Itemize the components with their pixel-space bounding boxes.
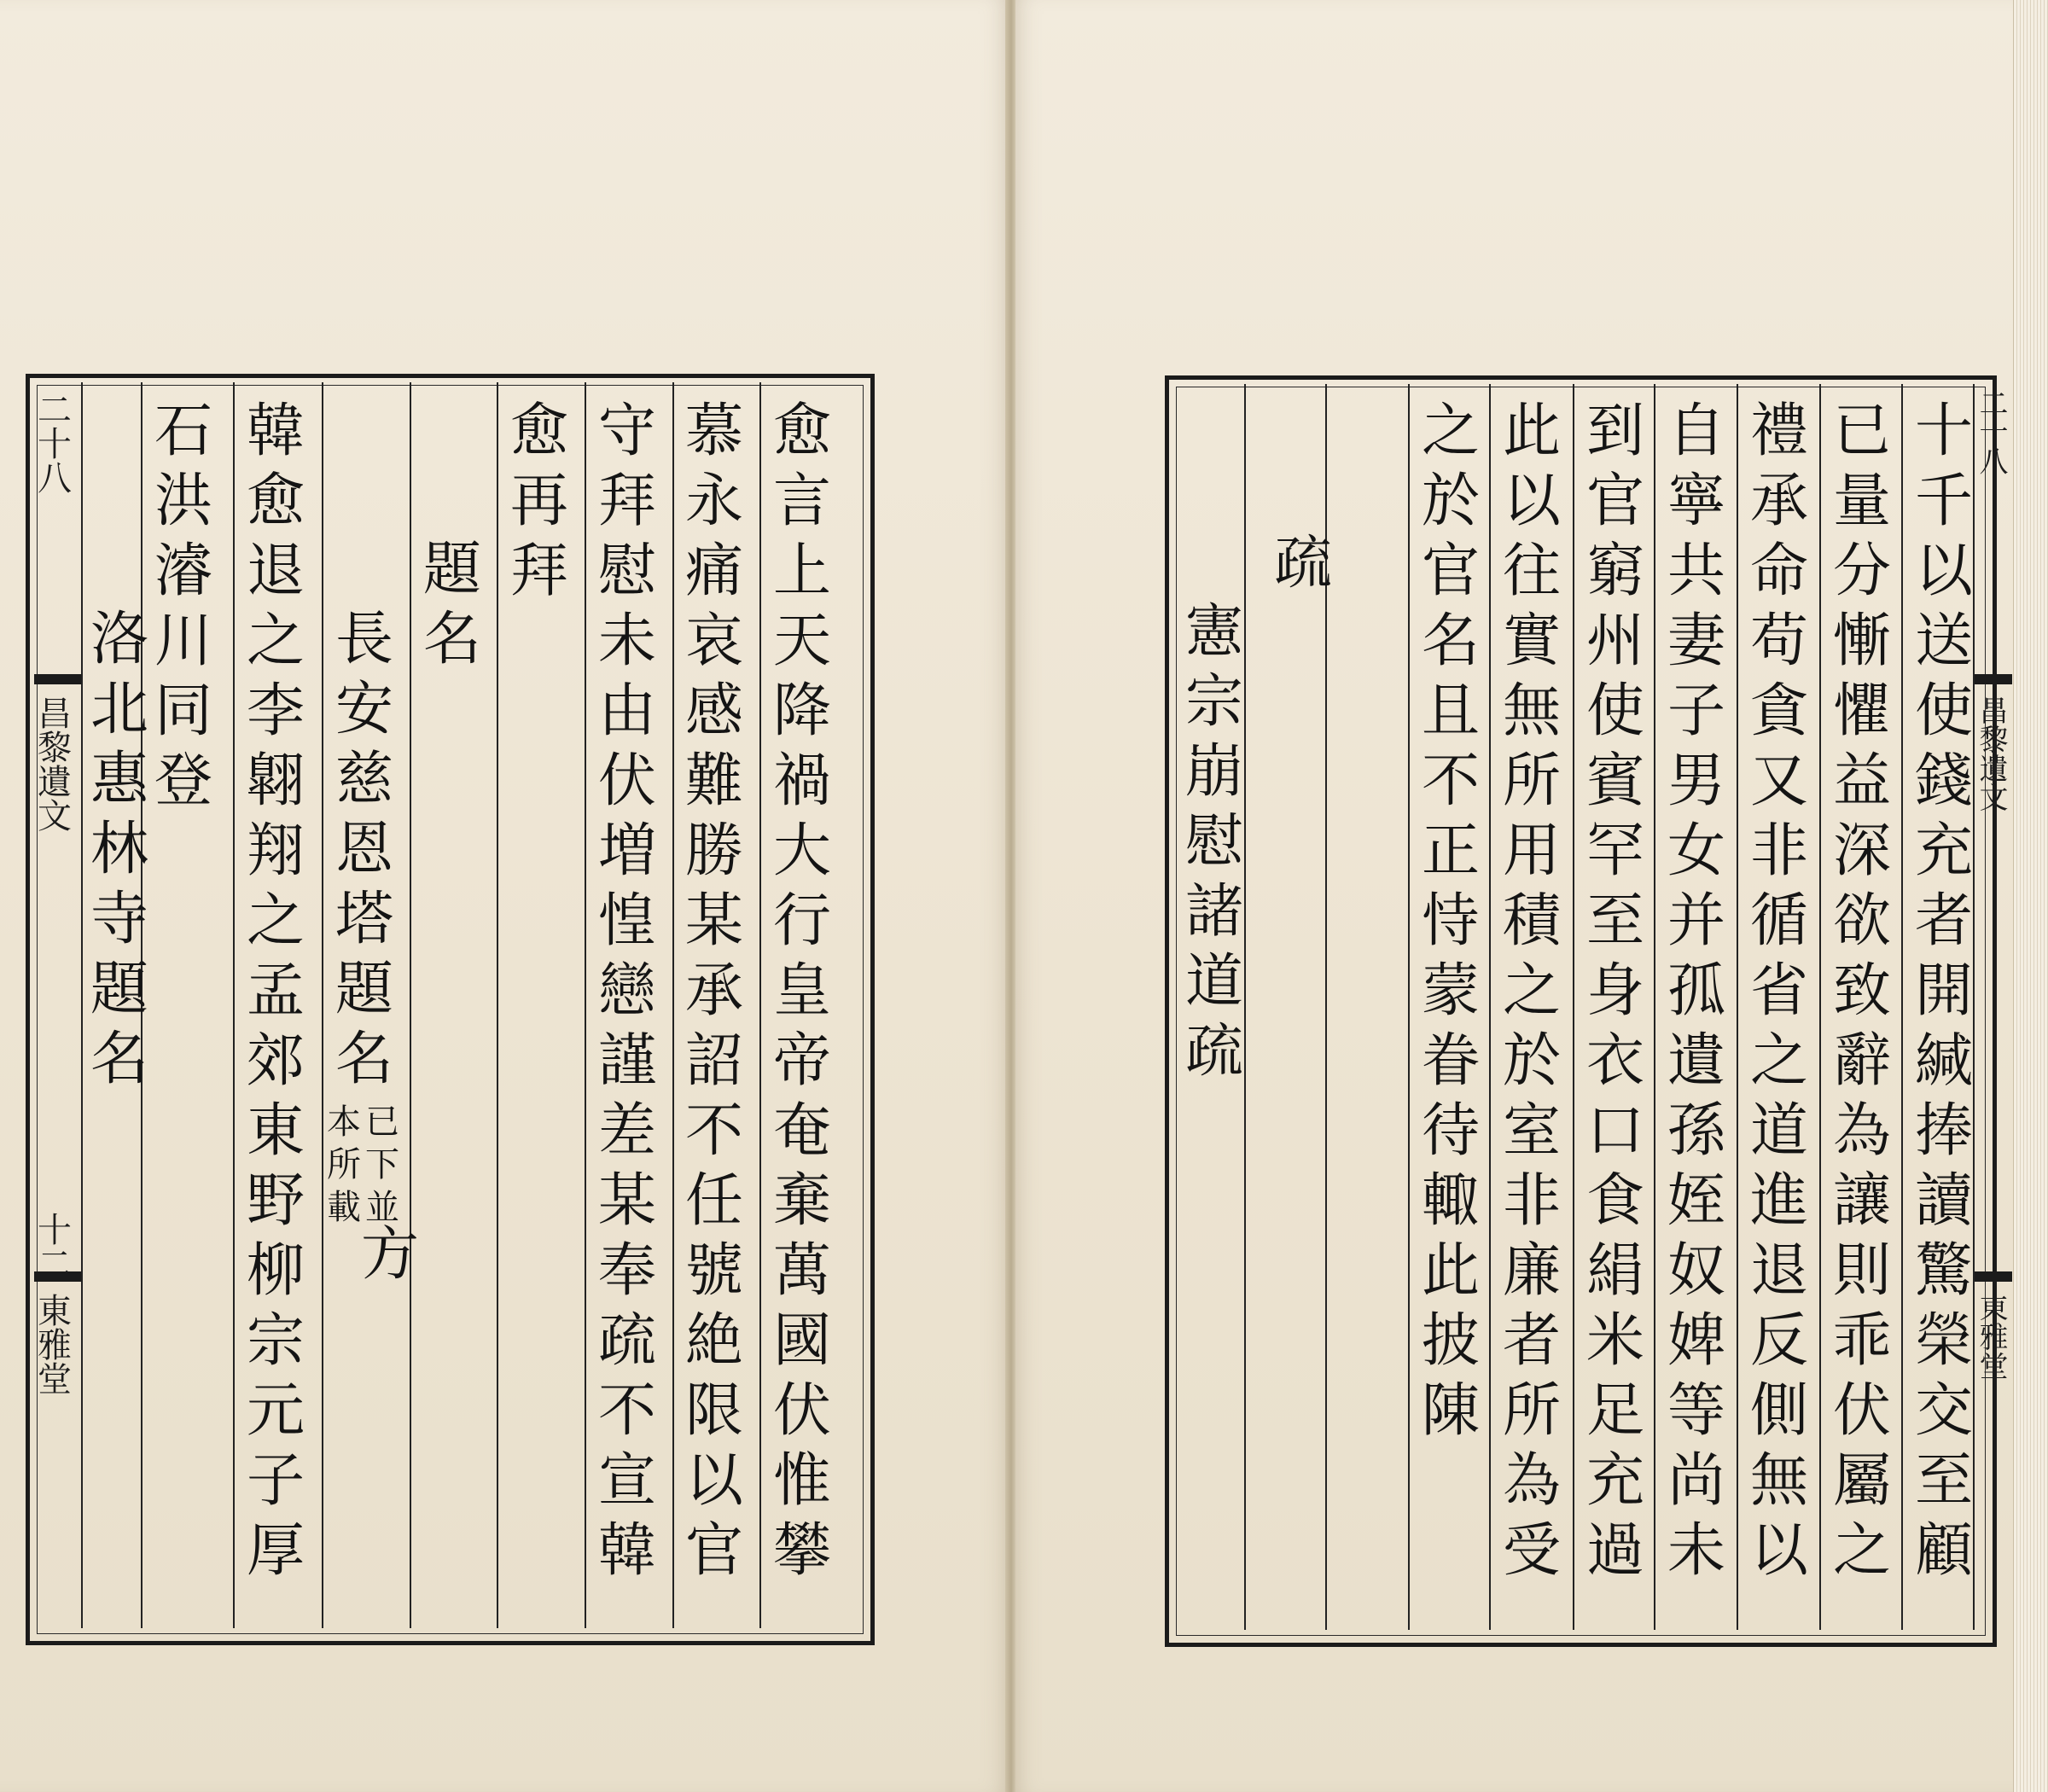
character: 慰 <box>1184 808 1243 876</box>
character: 伏 <box>597 748 656 815</box>
character: 帝 <box>772 1027 831 1095</box>
character: 者 <box>1502 1307 1561 1375</box>
character: 謹 <box>597 1027 656 1095</box>
left-col-rule <box>233 382 235 1628</box>
character: 某 <box>684 887 743 955</box>
character: 十 <box>1914 398 1973 465</box>
right-col-rule <box>1573 384 1574 1630</box>
character: 不 <box>684 1097 743 1165</box>
character: 洛 <box>90 606 148 673</box>
character: 遺 <box>1667 1027 1725 1095</box>
character: 之 <box>1502 957 1561 1025</box>
character: 官 <box>684 1517 743 1585</box>
left-margin-title: 昌黎遺文 <box>32 695 72 832</box>
character: 省 <box>1749 957 1808 1025</box>
right-margin-top-label: 二十八 <box>1974 388 2008 475</box>
character: 以 <box>1749 1517 1808 1585</box>
character: 錢 <box>1914 748 1973 815</box>
character: 共 <box>1667 538 1725 605</box>
character: 伏 <box>1832 1377 1891 1445</box>
character: 守 <box>597 398 656 465</box>
character: 者 <box>1914 887 1973 955</box>
character: 往 <box>1502 538 1561 605</box>
character: 慈 <box>335 746 393 813</box>
section-heading <box>418 535 486 675</box>
character: 之 <box>1421 398 1480 465</box>
character: 尚 <box>1667 1447 1725 1515</box>
character: 増 <box>597 817 656 885</box>
character: 禮 <box>1749 398 1808 465</box>
character: 開 <box>1914 957 1973 1025</box>
character: 為 <box>1832 1097 1891 1165</box>
character: 捧 <box>1914 1097 1973 1165</box>
text-column <box>149 397 218 817</box>
character: 韓 <box>597 1517 656 1585</box>
character: 勝 <box>684 817 743 885</box>
character: 本 <box>327 1103 361 1142</box>
left-col-rule <box>322 382 323 1628</box>
character: 降 <box>772 678 831 745</box>
left-margin-folio: 十二 <box>32 1212 72 1280</box>
character: 送 <box>1914 608 1973 675</box>
character: 讓 <box>1832 1167 1891 1235</box>
character: 屬 <box>1832 1447 1891 1515</box>
character: 絹 <box>1585 1237 1644 1305</box>
character: 慚 <box>1832 608 1891 675</box>
character: 妻 <box>1667 608 1725 675</box>
character: 使 <box>1914 678 1973 745</box>
right-margin-title: 昌黎遺文 <box>1974 695 2008 812</box>
character: 攀 <box>772 1517 831 1585</box>
character: 名 <box>1421 608 1480 675</box>
character: 言 <box>772 468 831 535</box>
character: 無 <box>1502 678 1561 745</box>
character: 諸 <box>1184 878 1243 945</box>
character: 交 <box>1914 1377 1973 1445</box>
character: 哀 <box>684 608 743 675</box>
character: 不 <box>1421 748 1480 815</box>
text-column <box>593 397 661 1586</box>
character: 翔 <box>246 817 305 885</box>
text-column <box>241 397 310 1586</box>
text-column <box>505 397 573 607</box>
character: 寧 <box>1667 468 1725 535</box>
character: 之 <box>1832 1517 1891 1585</box>
character: 惟 <box>772 1447 831 1515</box>
character: 於 <box>1421 468 1480 535</box>
character: 永 <box>684 468 743 535</box>
character: 窮 <box>1585 538 1644 605</box>
character: 孤 <box>1667 957 1725 1025</box>
character: 口 <box>1585 1097 1644 1165</box>
character: 詔 <box>684 1027 743 1095</box>
annotation-column <box>363 1101 402 1229</box>
character: 退 <box>246 538 305 605</box>
character: 大 <box>772 817 831 885</box>
character: 反 <box>1749 1307 1808 1375</box>
right-fishtail-bottom <box>1975 1271 2012 1282</box>
character: 拜 <box>509 538 568 605</box>
character: 自 <box>1667 398 1725 465</box>
character: 子 <box>1667 678 1725 745</box>
character: 奴 <box>1667 1237 1725 1305</box>
character: 千 <box>1914 468 1973 535</box>
character: 已 <box>365 1103 399 1142</box>
text-column <box>1581 397 1649 1586</box>
character: 題 <box>90 956 148 1023</box>
character: 題 <box>335 956 393 1023</box>
left-fishtail-top <box>34 674 81 684</box>
character: 道 <box>1749 1097 1808 1165</box>
character: 所 <box>1502 748 1561 815</box>
character: 安 <box>335 676 393 743</box>
character: 再 <box>509 468 568 535</box>
character: 惶 <box>597 887 656 955</box>
character: 北 <box>90 676 148 743</box>
character: 退 <box>1749 1237 1808 1305</box>
character: 道 <box>1184 948 1243 1015</box>
character: 足 <box>1585 1377 1644 1445</box>
character: 此 <box>1502 398 1561 465</box>
character: 行 <box>772 887 831 955</box>
character: 宣 <box>597 1447 656 1515</box>
character: 名 <box>90 1026 148 1093</box>
character: 婢 <box>1667 1307 1725 1375</box>
character: 由 <box>597 678 656 745</box>
right-col-rule <box>1489 384 1491 1630</box>
character: 李 <box>246 678 305 745</box>
right-col-rule <box>1654 384 1655 1630</box>
text-column <box>1910 397 1978 1586</box>
character: 蒙 <box>1421 957 1480 1025</box>
annotation-tail: 方 <box>360 1221 419 1289</box>
character: 同 <box>154 678 212 745</box>
right-col-rule <box>1901 384 1903 1630</box>
section-heading <box>1269 529 1337 599</box>
left-margin-rule <box>81 382 83 1628</box>
character: 無 <box>1749 1447 1808 1515</box>
character: 循 <box>1749 887 1808 955</box>
character: 厚 <box>246 1517 305 1585</box>
character: 於 <box>1502 1027 1561 1095</box>
character: 過 <box>1585 1517 1644 1585</box>
character: 所 <box>1502 1377 1561 1445</box>
character: 量 <box>1832 468 1891 535</box>
character: 又 <box>1749 748 1808 815</box>
character: 已 <box>1832 398 1891 465</box>
character: 難 <box>684 748 743 815</box>
character: 憲 <box>1184 598 1243 666</box>
character: 陳 <box>1421 1377 1480 1445</box>
character: 欲 <box>1832 887 1891 955</box>
character: 孫 <box>1667 1097 1725 1165</box>
character: 林 <box>90 816 148 883</box>
character: 深 <box>1832 817 1891 885</box>
character: 號 <box>684 1237 743 1305</box>
character: 承 <box>1749 468 1808 535</box>
left-col-rule <box>759 382 761 1628</box>
character: 惠 <box>90 746 148 813</box>
character: 待 <box>1421 1097 1480 1165</box>
character: 為 <box>1502 1447 1561 1515</box>
character: 柳 <box>246 1237 305 1305</box>
character: 拜 <box>597 468 656 535</box>
character: 乖 <box>1832 1307 1891 1375</box>
character: 慕 <box>684 398 743 465</box>
character: 官 <box>1421 538 1480 605</box>
character: 身 <box>1585 957 1644 1025</box>
character: 之 <box>246 887 305 955</box>
character: 男 <box>1667 748 1725 815</box>
text-column <box>1417 397 1485 1446</box>
character: 差 <box>597 1097 656 1165</box>
character: 食 <box>1585 1167 1644 1235</box>
character: 積 <box>1502 887 1561 955</box>
character: 進 <box>1749 1167 1808 1235</box>
character: 讀 <box>1914 1167 1973 1235</box>
character: 崩 <box>1184 738 1243 806</box>
character: 棄 <box>772 1167 831 1235</box>
right-margin-rule <box>1973 384 1975 1630</box>
left-col-rule <box>672 382 674 1628</box>
character: 並 <box>365 1188 399 1227</box>
character: 任 <box>684 1167 743 1235</box>
left-col-rule <box>497 382 498 1628</box>
character: 奉 <box>597 1237 656 1305</box>
character: 非 <box>1749 817 1808 885</box>
character: 所 <box>327 1145 361 1184</box>
character: 禍 <box>772 748 831 815</box>
character: 伏 <box>772 1377 831 1445</box>
character: 未 <box>597 608 656 675</box>
character: 國 <box>772 1307 831 1375</box>
character: 賓 <box>1585 748 1644 815</box>
text-column <box>1662 397 1731 1586</box>
character: 眷 <box>1421 1027 1480 1095</box>
character: 下 <box>365 1145 399 1184</box>
character: 韓 <box>246 398 305 465</box>
left-col-rule <box>585 382 586 1628</box>
character: 宗 <box>1184 668 1243 736</box>
character: 使 <box>1585 678 1644 745</box>
character: 洪 <box>154 468 212 535</box>
text-column <box>1498 397 1566 1586</box>
character: 且 <box>1421 678 1480 745</box>
character: 以 <box>684 1447 743 1515</box>
left-margin-top-label: 二十八 <box>32 392 72 494</box>
character: 則 <box>1832 1237 1891 1305</box>
character: 元 <box>246 1377 305 1445</box>
character: 至 <box>1914 1447 1973 1515</box>
character: 致 <box>1832 957 1891 1025</box>
character: 側 <box>1749 1377 1808 1445</box>
right-col-rule <box>1408 384 1410 1630</box>
character: 奄 <box>772 1097 831 1165</box>
character: 題 <box>422 536 481 603</box>
memorial-title <box>1180 597 1248 1087</box>
character: 實 <box>1502 608 1561 675</box>
text-column <box>768 397 836 1586</box>
character: 戀 <box>597 957 656 1025</box>
character: 苟 <box>1749 608 1808 675</box>
character: 分 <box>1832 538 1891 605</box>
character: 緘 <box>1914 1027 1973 1095</box>
character: 皇 <box>772 957 831 1025</box>
character: 充 <box>1585 1447 1644 1515</box>
character: 疏 <box>1273 530 1332 597</box>
character: 非 <box>1502 1167 1561 1235</box>
character: 疏 <box>597 1307 656 1375</box>
character: 不 <box>597 1377 656 1445</box>
character: 慰 <box>597 538 656 605</box>
character: 天 <box>772 608 831 675</box>
character: 東 <box>246 1097 305 1165</box>
left-margin-bottom: 東雅堂 <box>32 1293 72 1395</box>
character: 未 <box>1667 1517 1725 1585</box>
character: 之 <box>246 608 305 675</box>
character: 榮 <box>1914 1307 1973 1375</box>
character: 石 <box>154 398 212 465</box>
character: 寺 <box>90 886 148 953</box>
character: 辭 <box>1832 1027 1891 1095</box>
inscription-title <box>330 605 399 1095</box>
character: 女 <box>1667 817 1725 885</box>
character: 恃 <box>1421 887 1480 955</box>
character: 之 <box>1749 1027 1808 1095</box>
character: 川 <box>154 608 212 675</box>
character: 到 <box>1585 398 1644 465</box>
character: 長 <box>335 606 393 673</box>
character: 米 <box>1585 1307 1644 1375</box>
character: 并 <box>1667 887 1725 955</box>
character: 萬 <box>772 1237 831 1305</box>
character: 至 <box>1585 887 1644 955</box>
character: 痛 <box>684 538 743 605</box>
character: 州 <box>1585 608 1644 675</box>
character: 受 <box>1502 1517 1561 1585</box>
character: 室 <box>1502 1097 1561 1165</box>
character: 孟 <box>246 957 305 1025</box>
character: 驚 <box>1914 1237 1973 1305</box>
annotation-column <box>324 1101 364 1229</box>
character: 翺 <box>246 748 305 815</box>
character: 披 <box>1421 1307 1480 1375</box>
character: 名 <box>422 606 481 673</box>
character: 愈 <box>772 398 831 465</box>
character: 此 <box>1421 1237 1480 1305</box>
character: 濬 <box>154 538 212 605</box>
character: 命 <box>1749 538 1808 605</box>
text-column <box>1828 397 1896 1586</box>
character: 登 <box>154 748 212 815</box>
character: 野 <box>246 1167 305 1235</box>
character: 上 <box>772 538 831 605</box>
right-margin-bottom: 東雅堂 <box>1974 1293 2008 1380</box>
character: 用 <box>1502 817 1561 885</box>
character: 塔 <box>335 886 393 953</box>
character: 輙 <box>1421 1167 1480 1235</box>
character: 以 <box>1502 468 1561 535</box>
character: 充 <box>1914 817 1973 885</box>
character: 感 <box>684 678 743 745</box>
right-col-rule <box>1737 384 1738 1630</box>
character: 名 <box>335 1026 393 1093</box>
character: 衣 <box>1585 1027 1644 1095</box>
page-edges <box>2013 0 2048 1792</box>
character: 愈 <box>246 468 305 535</box>
character: 正 <box>1421 817 1480 885</box>
character: 罕 <box>1585 817 1644 885</box>
character: 恩 <box>335 816 393 883</box>
inscription-title <box>85 605 154 1095</box>
character: 等 <box>1667 1377 1725 1445</box>
character: 益 <box>1832 748 1891 815</box>
character: 疏 <box>1184 1018 1243 1085</box>
character: 宗 <box>246 1307 305 1375</box>
character: 官 <box>1585 468 1644 535</box>
character: 子 <box>246 1447 305 1515</box>
character: 載 <box>327 1188 361 1227</box>
character: 顧 <box>1914 1517 1973 1585</box>
character: 姪 <box>1667 1167 1725 1235</box>
character: 絶 <box>684 1307 743 1375</box>
character: 廉 <box>1502 1237 1561 1305</box>
character: 貪 <box>1749 678 1808 745</box>
character: 某 <box>597 1167 656 1235</box>
character: 限 <box>684 1377 743 1445</box>
character: 郊 <box>246 1027 305 1095</box>
left-col-rule <box>410 382 411 1628</box>
character: 承 <box>684 957 743 1025</box>
character: 以 <box>1914 538 1973 605</box>
character: 懼 <box>1832 678 1891 745</box>
character: 愈 <box>509 398 568 465</box>
right-fishtail-top <box>1975 674 2012 684</box>
text-column <box>1745 397 1813 1586</box>
right-col-rule <box>1819 384 1821 1630</box>
text-column <box>680 397 748 1586</box>
